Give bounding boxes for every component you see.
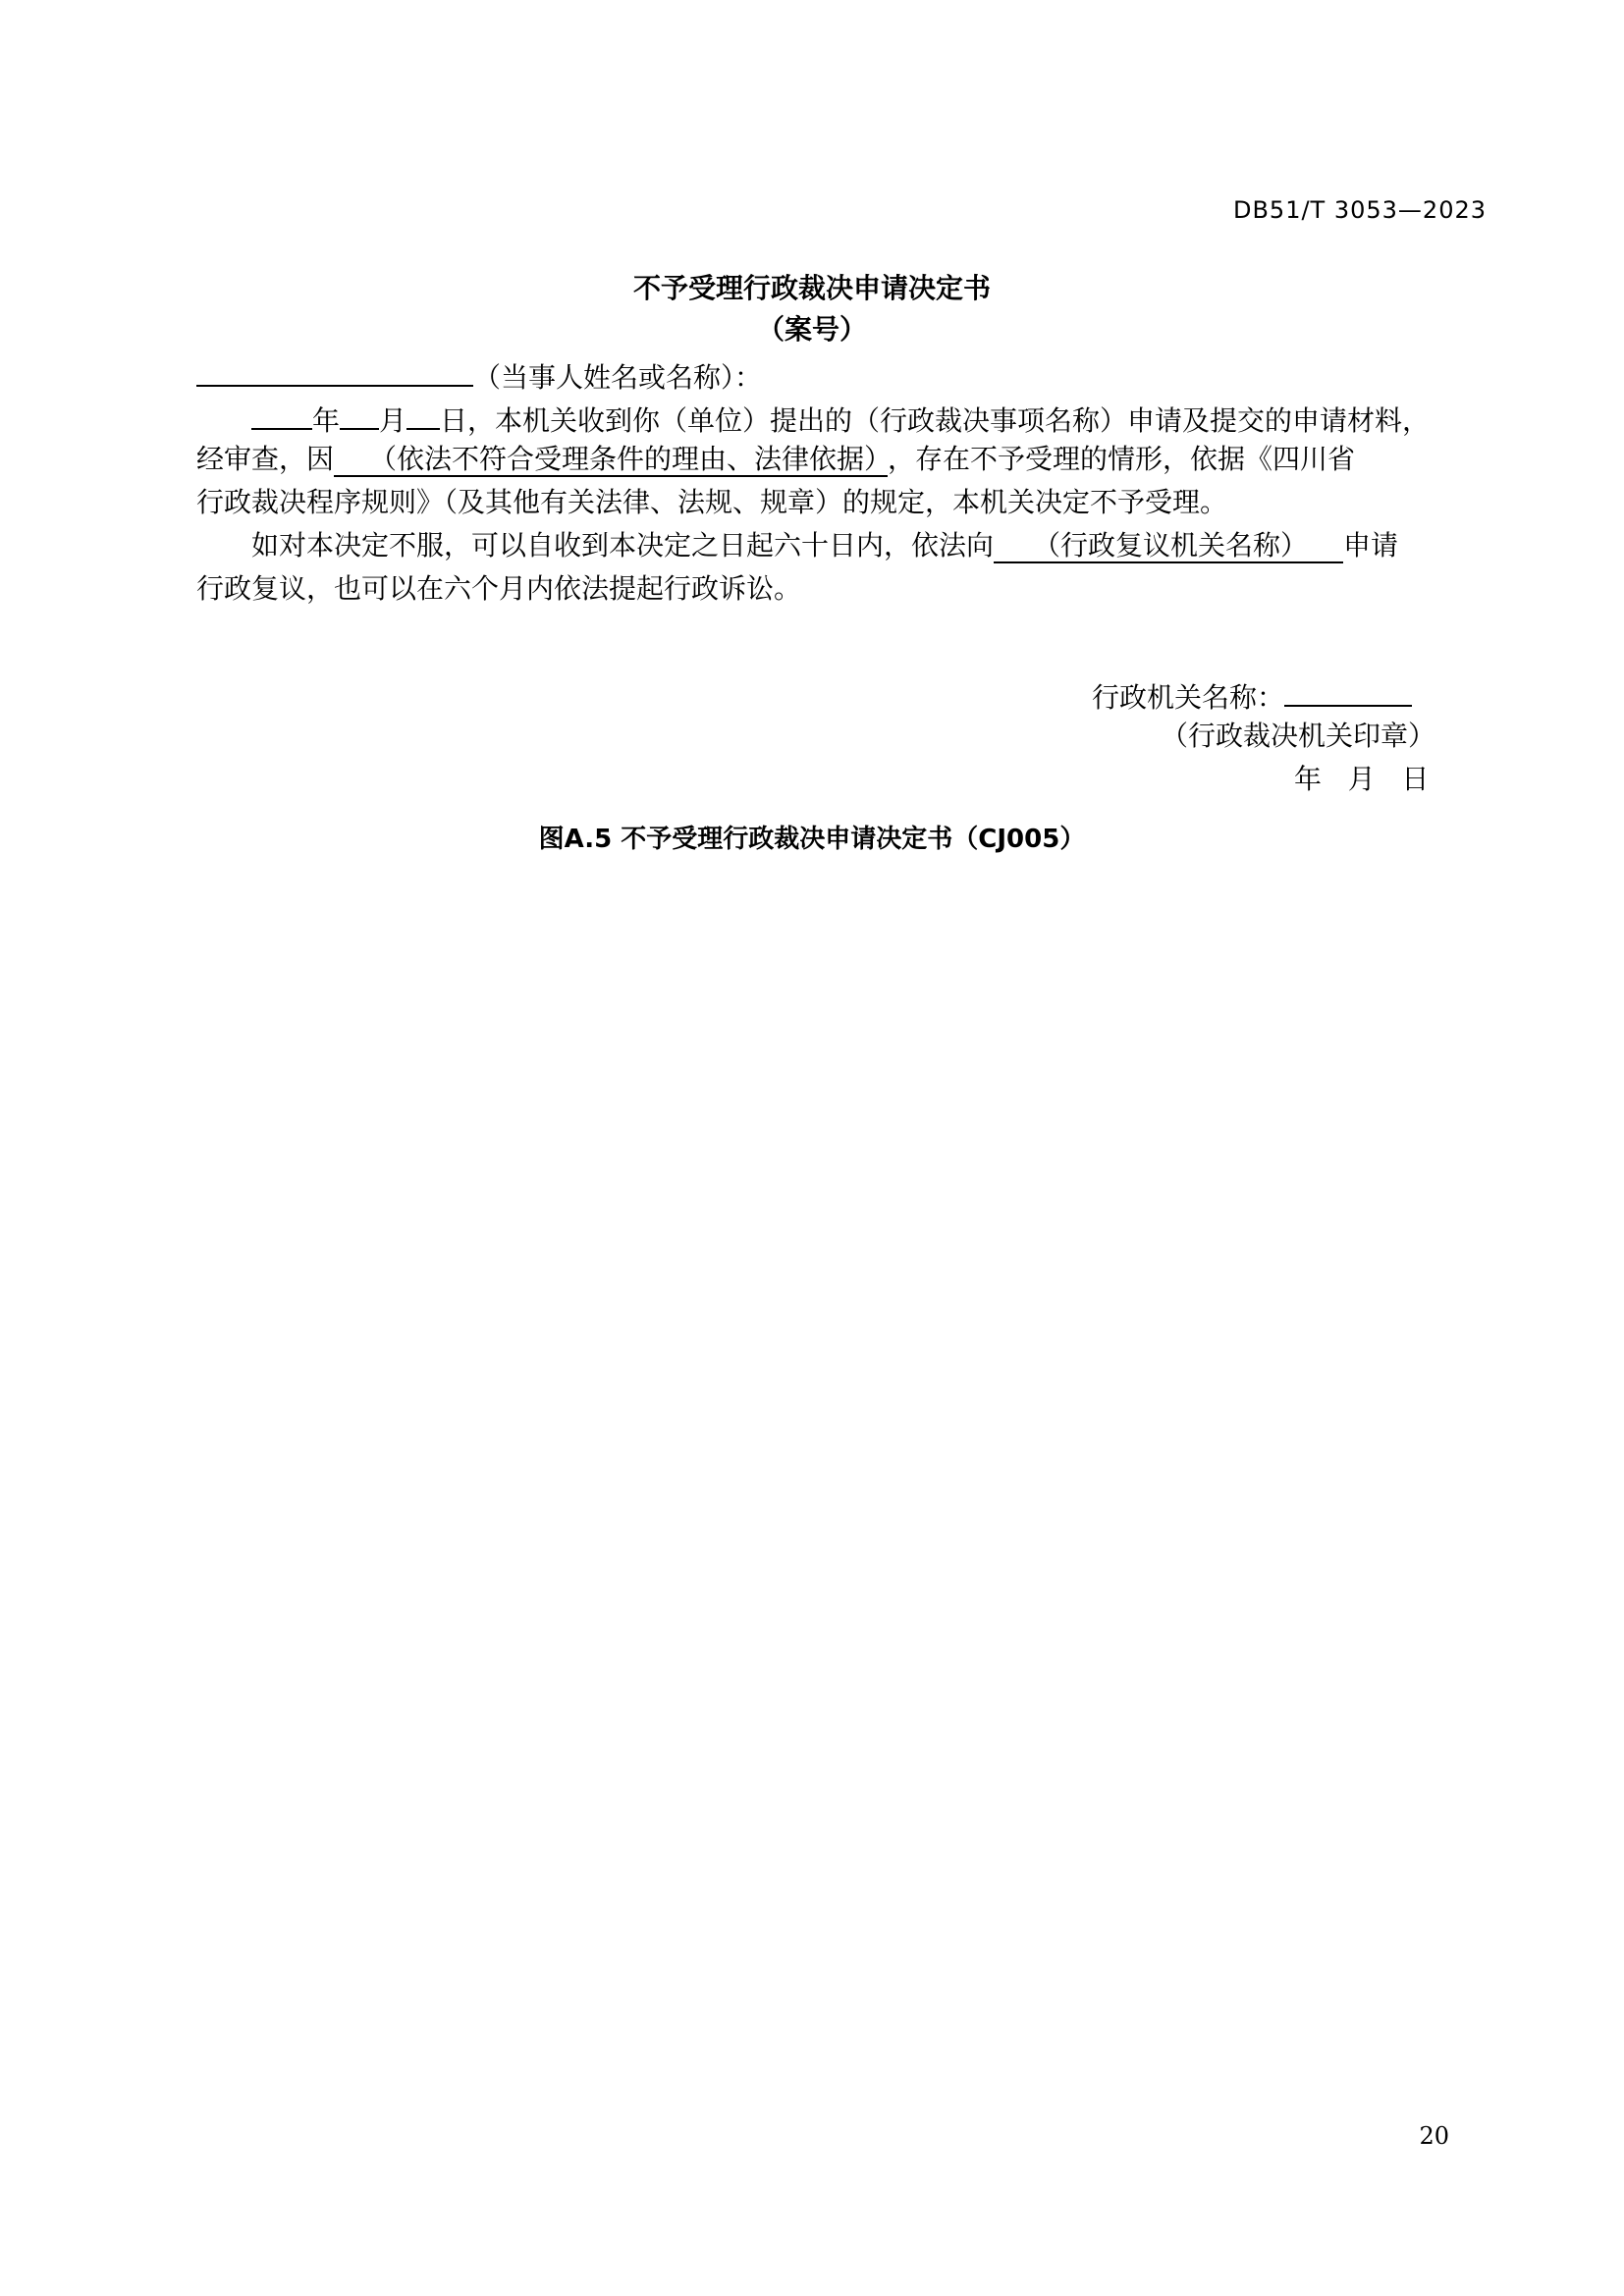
year-blank xyxy=(251,395,312,430)
month-label: 月 xyxy=(379,404,407,437)
paragraph-1-line-1 xyxy=(196,395,1439,438)
appeal-prefix: 如对本决定不服，可以自收到本决定之日起六十日内，依法向 xyxy=(251,529,995,561)
day-blank xyxy=(406,395,440,430)
receipt-text: 日，本机关收到你（单位）提出的（行政裁决事项名称）申请及提交的申请材料， xyxy=(440,404,1431,437)
seal-label: （行政裁决机关印章） xyxy=(1161,720,1436,752)
document-code: DB51/T 3053—2023 xyxy=(1232,196,1487,224)
figure-caption: 图A.5 不予受理行政裁决申请决定书（CJ005） xyxy=(538,825,1086,854)
party-name-blank xyxy=(196,351,473,387)
paragraph-2-line-1 xyxy=(196,524,1439,567)
agency-name-blank xyxy=(1284,671,1412,707)
agency-name-line xyxy=(1092,671,1412,716)
date-label: 年 月 日 xyxy=(1294,763,1430,795)
form-body xyxy=(196,351,1439,611)
paragraph-1-line-3: 行政裁决程序规则》（及其他有关法律、法规、规章）的规定，本机关决定不予受理。 xyxy=(196,486,1228,518)
review-suffix: ，存在不予受理的情形，依据《四川省 xyxy=(888,443,1356,475)
year-label: 年 xyxy=(312,404,341,437)
page-number: 20 xyxy=(1419,2122,1449,2150)
party-line xyxy=(196,351,1439,395)
party-label: （当事人姓名或名称）： xyxy=(473,361,763,394)
rejection-reason: （依法不符合受理条件的理由、法律依据） xyxy=(334,443,888,477)
paragraph-1-line-2 xyxy=(196,438,1439,481)
review-prefix: 经审查，因 xyxy=(196,443,335,475)
appeal-suffix: 申请 xyxy=(1343,529,1399,561)
case-number: （案号） xyxy=(756,313,867,346)
month-blank xyxy=(340,395,379,430)
form-title: 不予受理行政裁决申请决定书 xyxy=(632,272,991,304)
review-agency: （行政复议机关名称） xyxy=(994,529,1343,563)
agency-name-label: 行政机关名称： xyxy=(1092,681,1285,714)
paragraph-2-line-2: 行政复议，也可以在六个月内依法提起行政诉讼。 xyxy=(196,572,802,605)
